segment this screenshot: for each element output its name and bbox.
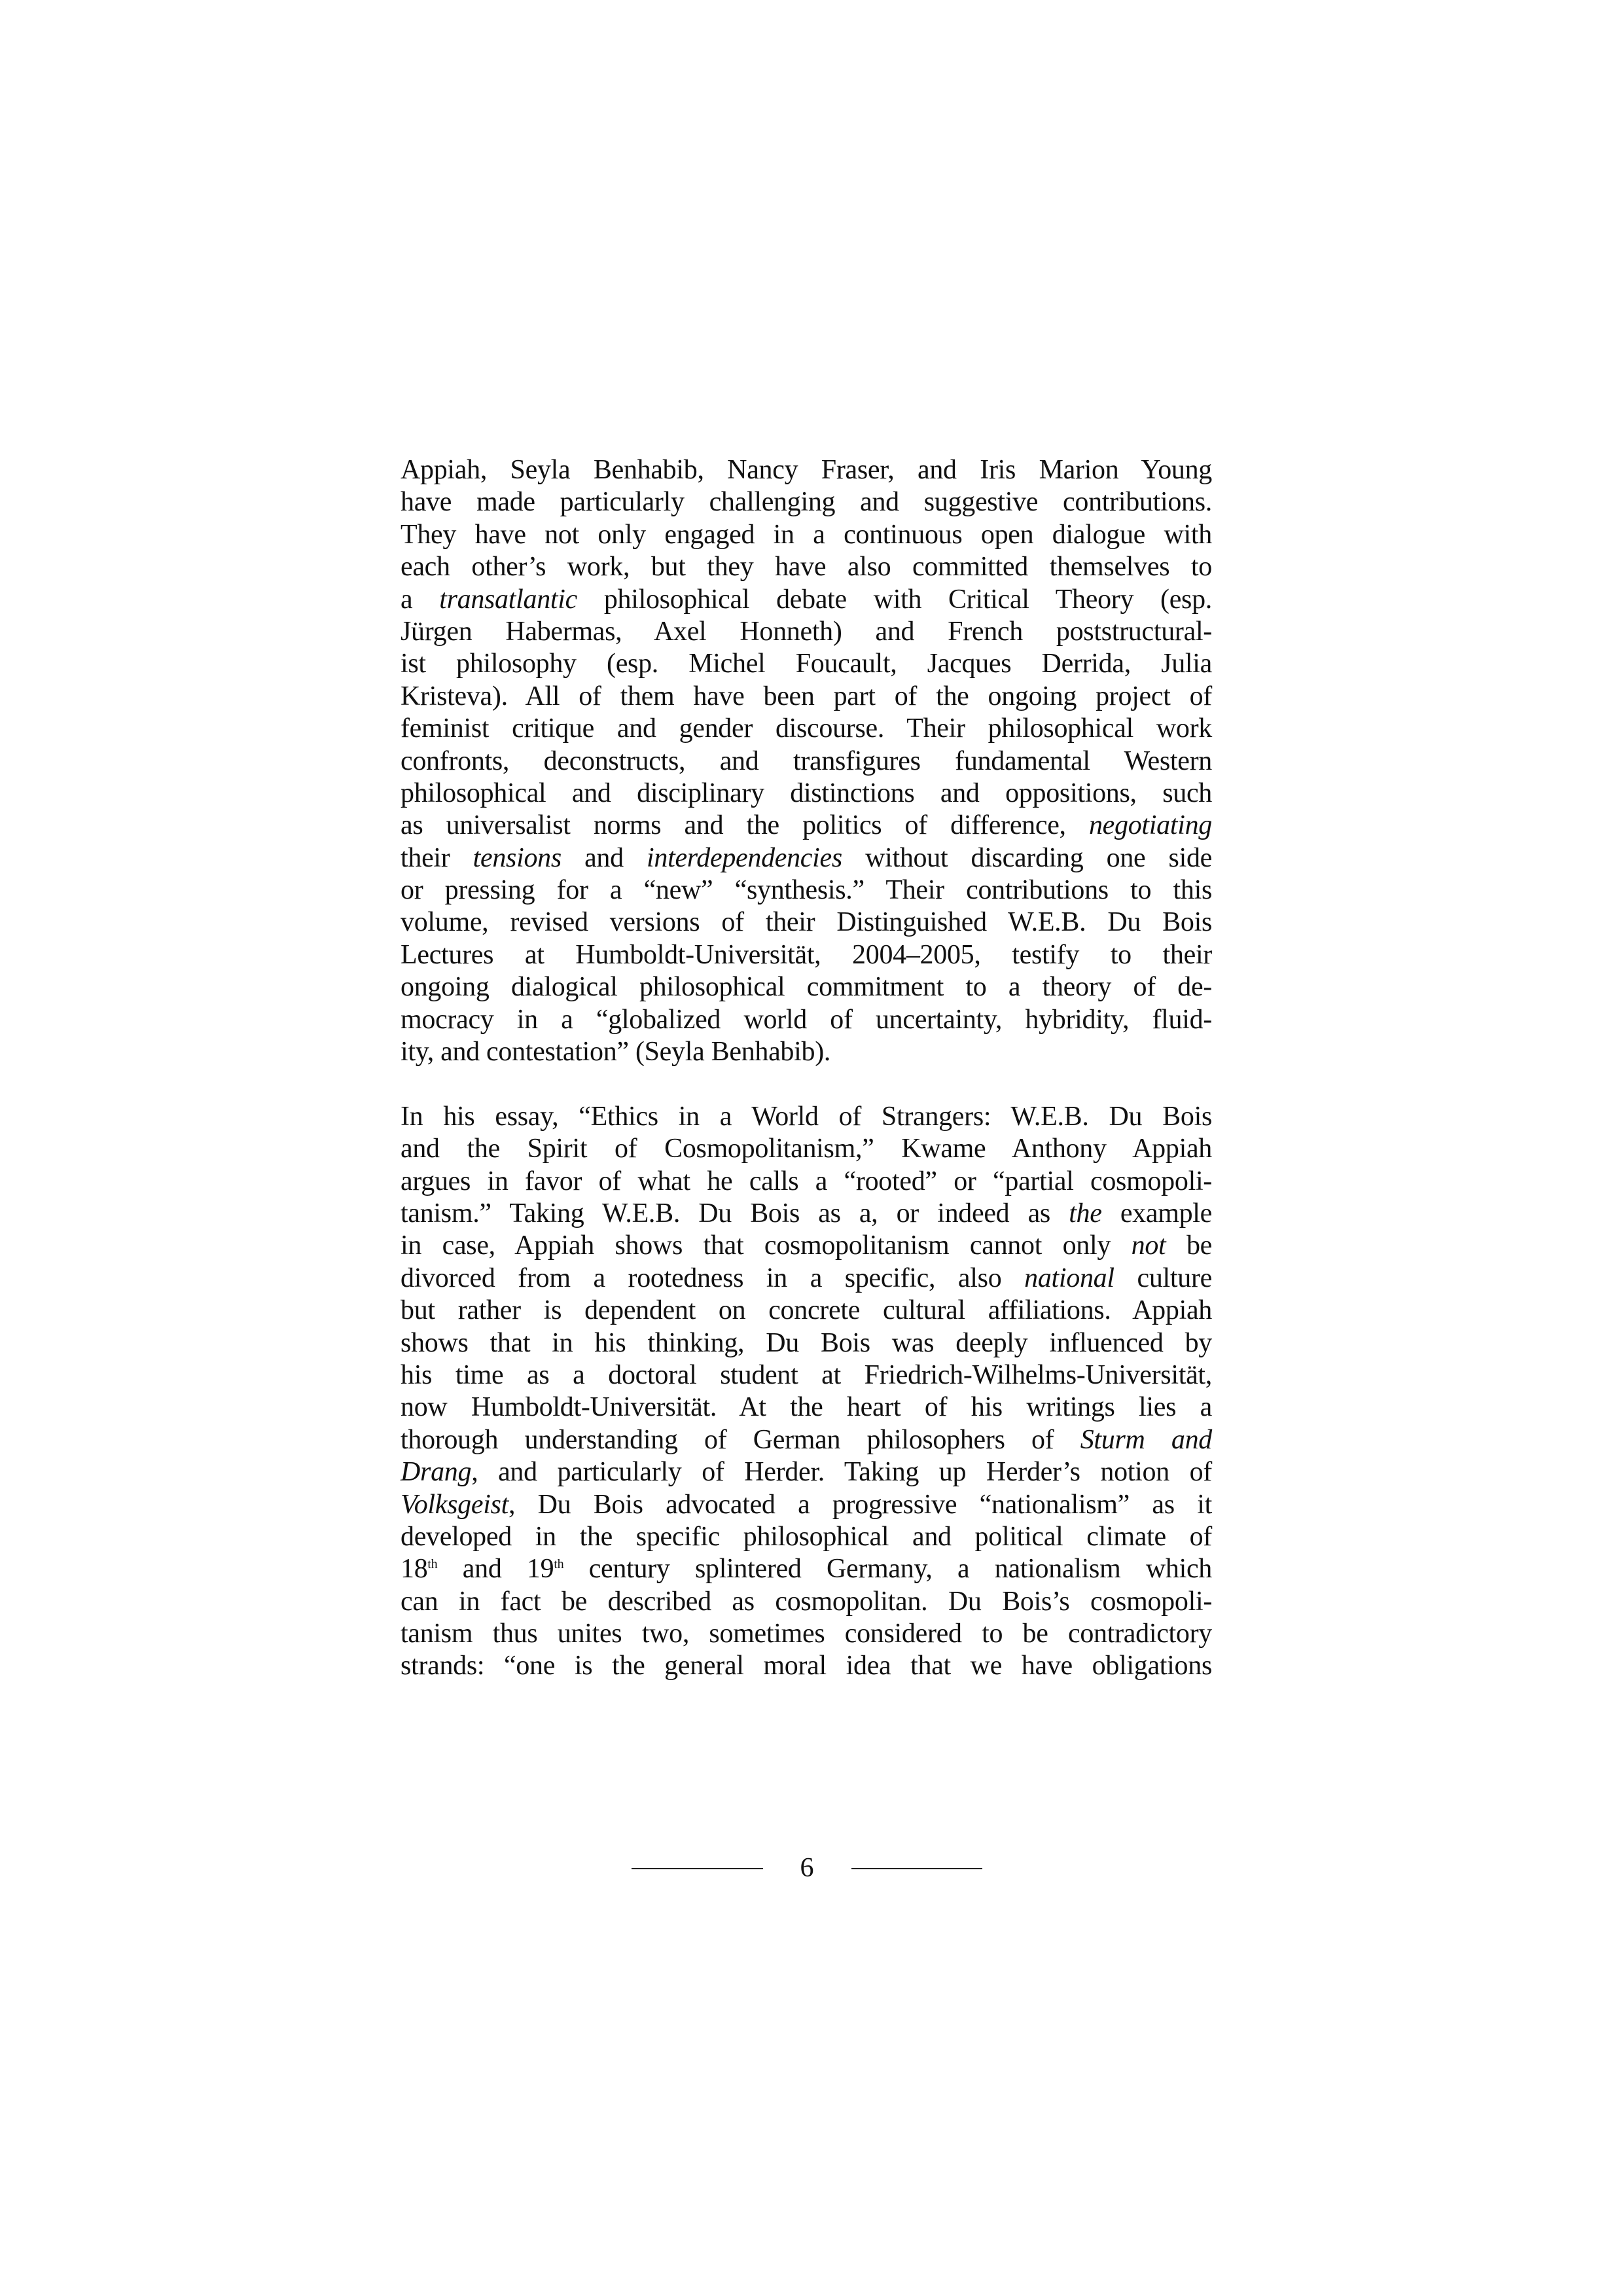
- text-line: [401, 1166, 1212, 1198]
- text-run: have made particularly challenging and suggestive contributions.: [401, 487, 1212, 518]
- italic-text: tensions: [473, 842, 562, 873]
- text-line: [401, 1004, 1212, 1036]
- text-run: culture: [1114, 1263, 1212, 1293]
- text-run: mocracy in a “globalized world of uncertainty, hybridity, fluid-: [401, 1004, 1212, 1035]
- text-run: argues in favor of what he calls a “rooted” or “partial cosmopoli-: [401, 1166, 1212, 1196]
- text-run: and the Spirit of Cosmopolitanism,” Kwame Anthony Appiah: [401, 1134, 1212, 1164]
- text-line: [401, 842, 1212, 874]
- text-line: [401, 454, 1212, 486]
- text-run: Lectures at Humboldt-Universität, 2004–2005, testify to their: [401, 939, 1212, 970]
- text-line: [401, 1521, 1212, 1553]
- text-run: each other’s work, but they have also committed themselves to: [401, 552, 1212, 583]
- text-run: can in fact be described as cosmopolitan. Du Bois’s cosmopoli-: [401, 1586, 1212, 1617]
- text-line: [401, 681, 1212, 713]
- text-line: [401, 874, 1212, 906]
- text-line: [401, 1424, 1212, 1456]
- text-run: Kristeva). All of them have been part of the ongoing project of: [401, 681, 1212, 711]
- text-run: tanism.” Taking W.E.B. Du Bois as a, or indeed as: [401, 1198, 1069, 1229]
- text-run: , and particularly of Herder. Taking up Herder’s notion of: [471, 1457, 1212, 1488]
- text-line: [401, 1263, 1212, 1295]
- text-run: volume, revised versions of their Distinguished W.E.B. Du Bois: [401, 907, 1212, 938]
- italic-text: Drang: [401, 1457, 472, 1488]
- text-line: [401, 1230, 1212, 1262]
- text-line: [401, 551, 1212, 583]
- text-run: thorough understanding of German philosophers of: [401, 1424, 1080, 1455]
- text-run: philosophical debate with Critical Theory (esp.: [577, 584, 1213, 615]
- text-run: ist philosophy (esp. Michel Foucault, Jacques Derrida, Julia: [401, 649, 1212, 679]
- footer-rule-left: [632, 1868, 763, 1869]
- italic-text: Sturm and: [1080, 1424, 1212, 1455]
- text-run: philosophical and disciplinary distinctions and oppositions, such: [401, 778, 1212, 808]
- text-line: [401, 519, 1212, 551]
- text-run: and 19: [437, 1554, 554, 1585]
- text-run: a: [401, 584, 440, 615]
- italic-text: national: [1024, 1263, 1115, 1293]
- text-run: his time as a doctoral student at Friedrich-Wilhelms-Universität,: [401, 1359, 1212, 1390]
- text-line: [401, 648, 1212, 680]
- text-run: feminist critique and gender discourse. Their philosophical work: [401, 713, 1212, 744]
- text-line: [401, 616, 1212, 648]
- text-run: century splintered Germany, a nationalism which: [563, 1554, 1212, 1585]
- text-run: or pressing for a “new” “synthesis.” Their contributions to this: [401, 875, 1212, 906]
- text-run: developed in the specific philosophical and political climate of: [401, 1521, 1212, 1552]
- text-line: [401, 1650, 1212, 1682]
- text-run: tanism thus unites two, sometimes considered to be contradictory: [401, 1619, 1212, 1649]
- footer-rule-right: [851, 1868, 982, 1869]
- italic-text: Volksgeist: [401, 1489, 508, 1520]
- text-line: [401, 1553, 1212, 1585]
- text-run: be: [1166, 1230, 1212, 1261]
- text-line: [401, 1618, 1212, 1650]
- text-line: [401, 486, 1212, 518]
- text-line: [401, 1489, 1212, 1521]
- text-run: but rather is dependent on concrete cultural affiliations. Appiah: [401, 1295, 1212, 1326]
- italic-text: the: [1069, 1198, 1102, 1229]
- text-run: , Du Bois advocated a progressive “nationalism” as it: [508, 1489, 1212, 1520]
- text-run: shows that in his thinking, Du Bois was deeply influenced by: [401, 1327, 1212, 1358]
- text-run: in case, Appiah shows that cosmopolitanism cannot only: [401, 1230, 1132, 1261]
- text-line: [401, 1359, 1212, 1391]
- text-run: In his essay, “Ethics in a World of Strangers: W.E.B. Du Bois: [401, 1101, 1212, 1132]
- text-line: [401, 971, 1212, 1003]
- text-run: strands: “one is the general moral idea that we have obligations: [401, 1651, 1212, 1681]
- italic-text: transatlantic: [439, 584, 577, 615]
- text-line: [401, 939, 1212, 971]
- text-run: ongoing dialogical philosophical commitment to a theory of de-: [401, 972, 1212, 1003]
- page-footer: [0, 1850, 1623, 1886]
- text-line: [401, 1036, 1212, 1068]
- text-line: [401, 1327, 1212, 1359]
- text-run: now Humboldt-Universität. At the heart of his writings lies a: [401, 1392, 1212, 1423]
- text-line: [401, 810, 1212, 842]
- text-run: Jürgen Habermas, Axel Honneth) and French poststructural-: [401, 616, 1212, 647]
- text-line: [401, 1456, 1212, 1488]
- text-run: Appiah, Seyla Benhabib, Nancy Fraser, and Iris Marion Young: [401, 455, 1212, 485]
- text-line: [401, 1391, 1212, 1424]
- superscript: th: [427, 1557, 438, 1572]
- text-run: their: [401, 842, 473, 873]
- text-line: [401, 906, 1212, 939]
- text-line: [401, 778, 1212, 810]
- text-line: [401, 1586, 1212, 1618]
- text-run: confronts, deconstructs, and transfigures fundamental Western: [401, 745, 1212, 776]
- italic-text: negotiating: [1088, 810, 1212, 841]
- text-run: as universalist norms and the politics of difference,: [401, 810, 1089, 841]
- text-line: [401, 1198, 1212, 1230]
- text-line: [401, 713, 1212, 745]
- text-line: [401, 1101, 1212, 1133]
- text-run: They have not only engaged in a continuous open dialogue with: [401, 519, 1212, 550]
- text-run: divorced from a rootedness in a specific, also: [401, 1263, 1025, 1293]
- text-run: ity, and contestation” (Seyla Benhabib).: [401, 1037, 831, 1067]
- text-run: example: [1101, 1198, 1212, 1229]
- body-text: [401, 454, 1212, 1683]
- text-line: [401, 584, 1212, 616]
- page-number: 6: [800, 1853, 814, 1883]
- paragraph: [401, 1101, 1212, 1683]
- paragraph: [401, 454, 1212, 1068]
- text-line: [401, 1133, 1212, 1165]
- italic-text: interdependencies: [647, 842, 842, 873]
- text-line: [401, 745, 1212, 778]
- text-run: and: [561, 842, 647, 873]
- text-run: without discarding one side: [842, 842, 1212, 873]
- superscript: th: [554, 1557, 564, 1572]
- italic-text: not: [1131, 1230, 1166, 1261]
- text-line: [401, 1295, 1212, 1327]
- text-run: 18: [401, 1554, 428, 1585]
